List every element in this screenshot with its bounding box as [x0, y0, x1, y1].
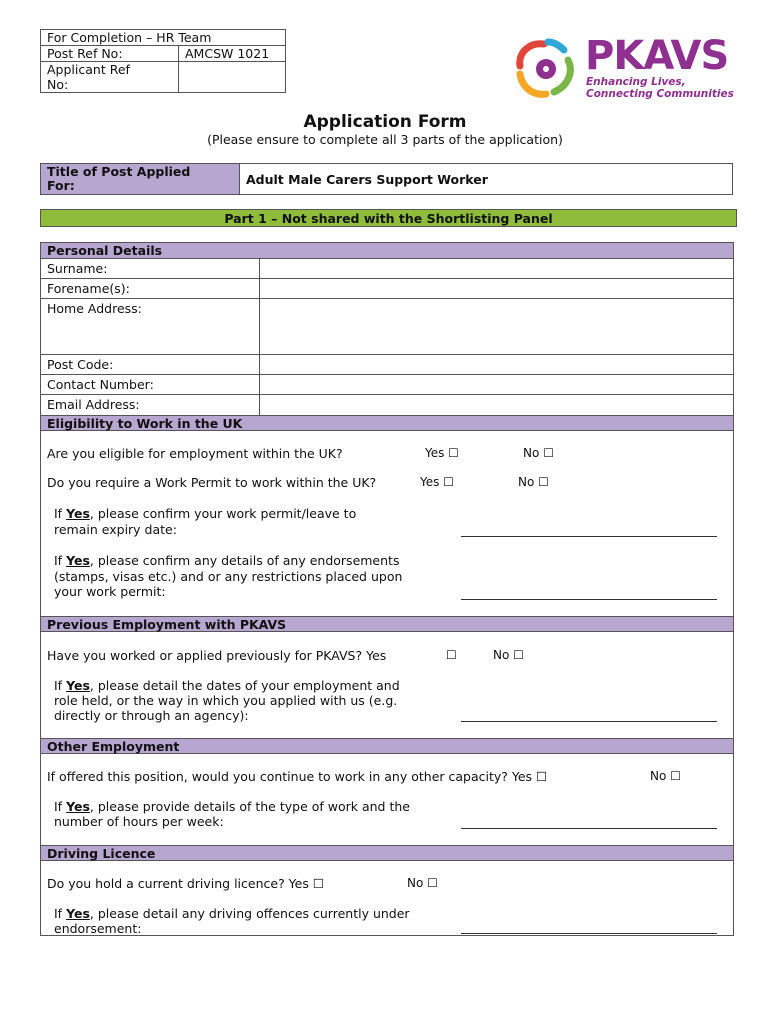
driving-licence-no-checkbox[interactable]: No ☐: [407, 876, 438, 890]
endorsements-prompt-line3: your work permit:: [54, 584, 166, 599]
driving-licence-header: Driving Licence: [41, 845, 733, 861]
endorsements-answer-line[interactable]: [461, 599, 717, 600]
post-applied-label-line2: For:: [47, 178, 75, 193]
previous-employment-prompt-line2: role held, or the way in which you applied with us (e.g.: [54, 693, 398, 708]
applicant-ref-field[interactable]: [179, 62, 285, 92]
previous-employment-no-checkbox[interactable]: No ☐: [493, 648, 524, 662]
logo-tagline-line1: Enhancing Lives,: [586, 76, 686, 88]
endorsements-prompt-line2: (stamps, visas etc.) and or any restrictions placed upon: [54, 569, 403, 584]
driving-offences-answer-line[interactable]: [461, 933, 717, 934]
contact-number-label: Contact Number:: [47, 377, 154, 392]
other-employment-answer-line[interactable]: [461, 828, 717, 829]
email-input[interactable]: [260, 396, 732, 414]
logo-tagline-line2: Connecting Communities: [586, 88, 734, 100]
driving-licence-q: Do you hold a current driving licence? Yes ☐: [47, 876, 325, 891]
previous-employment-q: Have you worked or applied previously for PKAVS? Yes: [47, 648, 387, 663]
permit-expiry-prompt-line2: remain expiry date:: [54, 522, 177, 537]
endorsements-prompt: If Yes, please confirm any details of any endorsements: [54, 553, 400, 568]
surname-input[interactable]: [260, 260, 732, 278]
logo-tagline: [586, 76, 734, 100]
previous-employment-answer-line[interactable]: [461, 721, 717, 722]
post-applied-box: [40, 163, 733, 195]
applicant-ref-label: [41, 62, 179, 92]
home-address-input[interactable]: [260, 300, 732, 354]
other-employment-q: If offered this position, would you continue to work in any other capacity? Yes ☐: [47, 769, 548, 784]
previous-employment-prompt: If Yes, please detail the dates of your employment and: [54, 678, 400, 693]
forename-label: Forename(s):: [47, 281, 130, 296]
post-applied-label-line1: Title of Post Applied: [47, 164, 191, 179]
part-banner: Part 1 – Not shared with the Shortlisting Panel: [40, 209, 737, 227]
post-applied-label: [41, 164, 240, 194]
contact-number-input[interactable]: [260, 376, 732, 394]
post-applied-value: Adult Male Carers Support Worker: [246, 171, 488, 187]
form-title: Application Form: [303, 112, 467, 132]
eligibility-header: Eligibility to Work in the UK: [41, 415, 733, 431]
personal-details-header: Personal Details: [41, 243, 733, 259]
other-employment-prompt: If Yes, please provide details of the type of work and the: [54, 799, 410, 814]
eligibility-q2: Do you require a Work Permit to work within the UK?: [47, 475, 377, 490]
pkavs-logo-icon: [512, 36, 582, 102]
previous-employment-header: Previous Employment with PKAVS: [41, 616, 733, 632]
eligibility-q2-no-checkbox[interactable]: No ☐: [518, 475, 549, 489]
eligibility-q2-yes-checkbox[interactable]: Yes ☐: [420, 475, 454, 489]
other-employment-no-checkbox[interactable]: No ☐: [650, 769, 681, 783]
driving-offences-prompt-line2: endorsement:: [54, 921, 142, 936]
email-label: Email Address:: [47, 397, 140, 412]
applicant-ref-label-line2: No:: [47, 77, 69, 92]
other-employment-prompt-line2: number of hours per week:: [54, 814, 224, 829]
previous-employment-prompt-line3: directly or through an agency):: [54, 708, 249, 723]
post-ref-value: AMCSW 1021: [185, 46, 270, 61]
hr-completion-header: For Completion – HR Team: [47, 30, 212, 45]
hr-completion-box: [40, 29, 286, 93]
post-code-label: Post Code:: [47, 357, 114, 372]
permit-expiry-answer-line[interactable]: [461, 536, 717, 537]
surname-label: Surname:: [47, 261, 108, 276]
driving-offences-prompt: If Yes, please detail any driving offences currently under: [54, 906, 410, 921]
permit-expiry-prompt: If Yes, please confirm your work permit/leave to: [54, 506, 357, 521]
applicant-ref-label-line1: Applicant Ref: [47, 62, 130, 77]
eligibility-q1-yes-checkbox[interactable]: Yes ☐: [425, 446, 459, 460]
home-address-label: Home Address:: [47, 301, 142, 316]
previous-employment-yes-checkbox[interactable]: ☐: [446, 648, 457, 662]
other-employment-header: Other Employment: [41, 738, 733, 754]
logo-name: PKAVS: [585, 33, 729, 79]
forename-input[interactable]: [260, 280, 732, 298]
form-subtitle: (Please ensure to complete all 3 parts of the application): [207, 132, 563, 147]
eligibility-q1: Are you eligible for employment within the UK?: [47, 446, 343, 461]
eligibility-q1-no-checkbox[interactable]: No ☐: [523, 446, 554, 460]
application-table: [40, 242, 734, 936]
post-code-input[interactable]: [260, 356, 732, 374]
post-ref-label: Post Ref No:: [41, 46, 179, 61]
